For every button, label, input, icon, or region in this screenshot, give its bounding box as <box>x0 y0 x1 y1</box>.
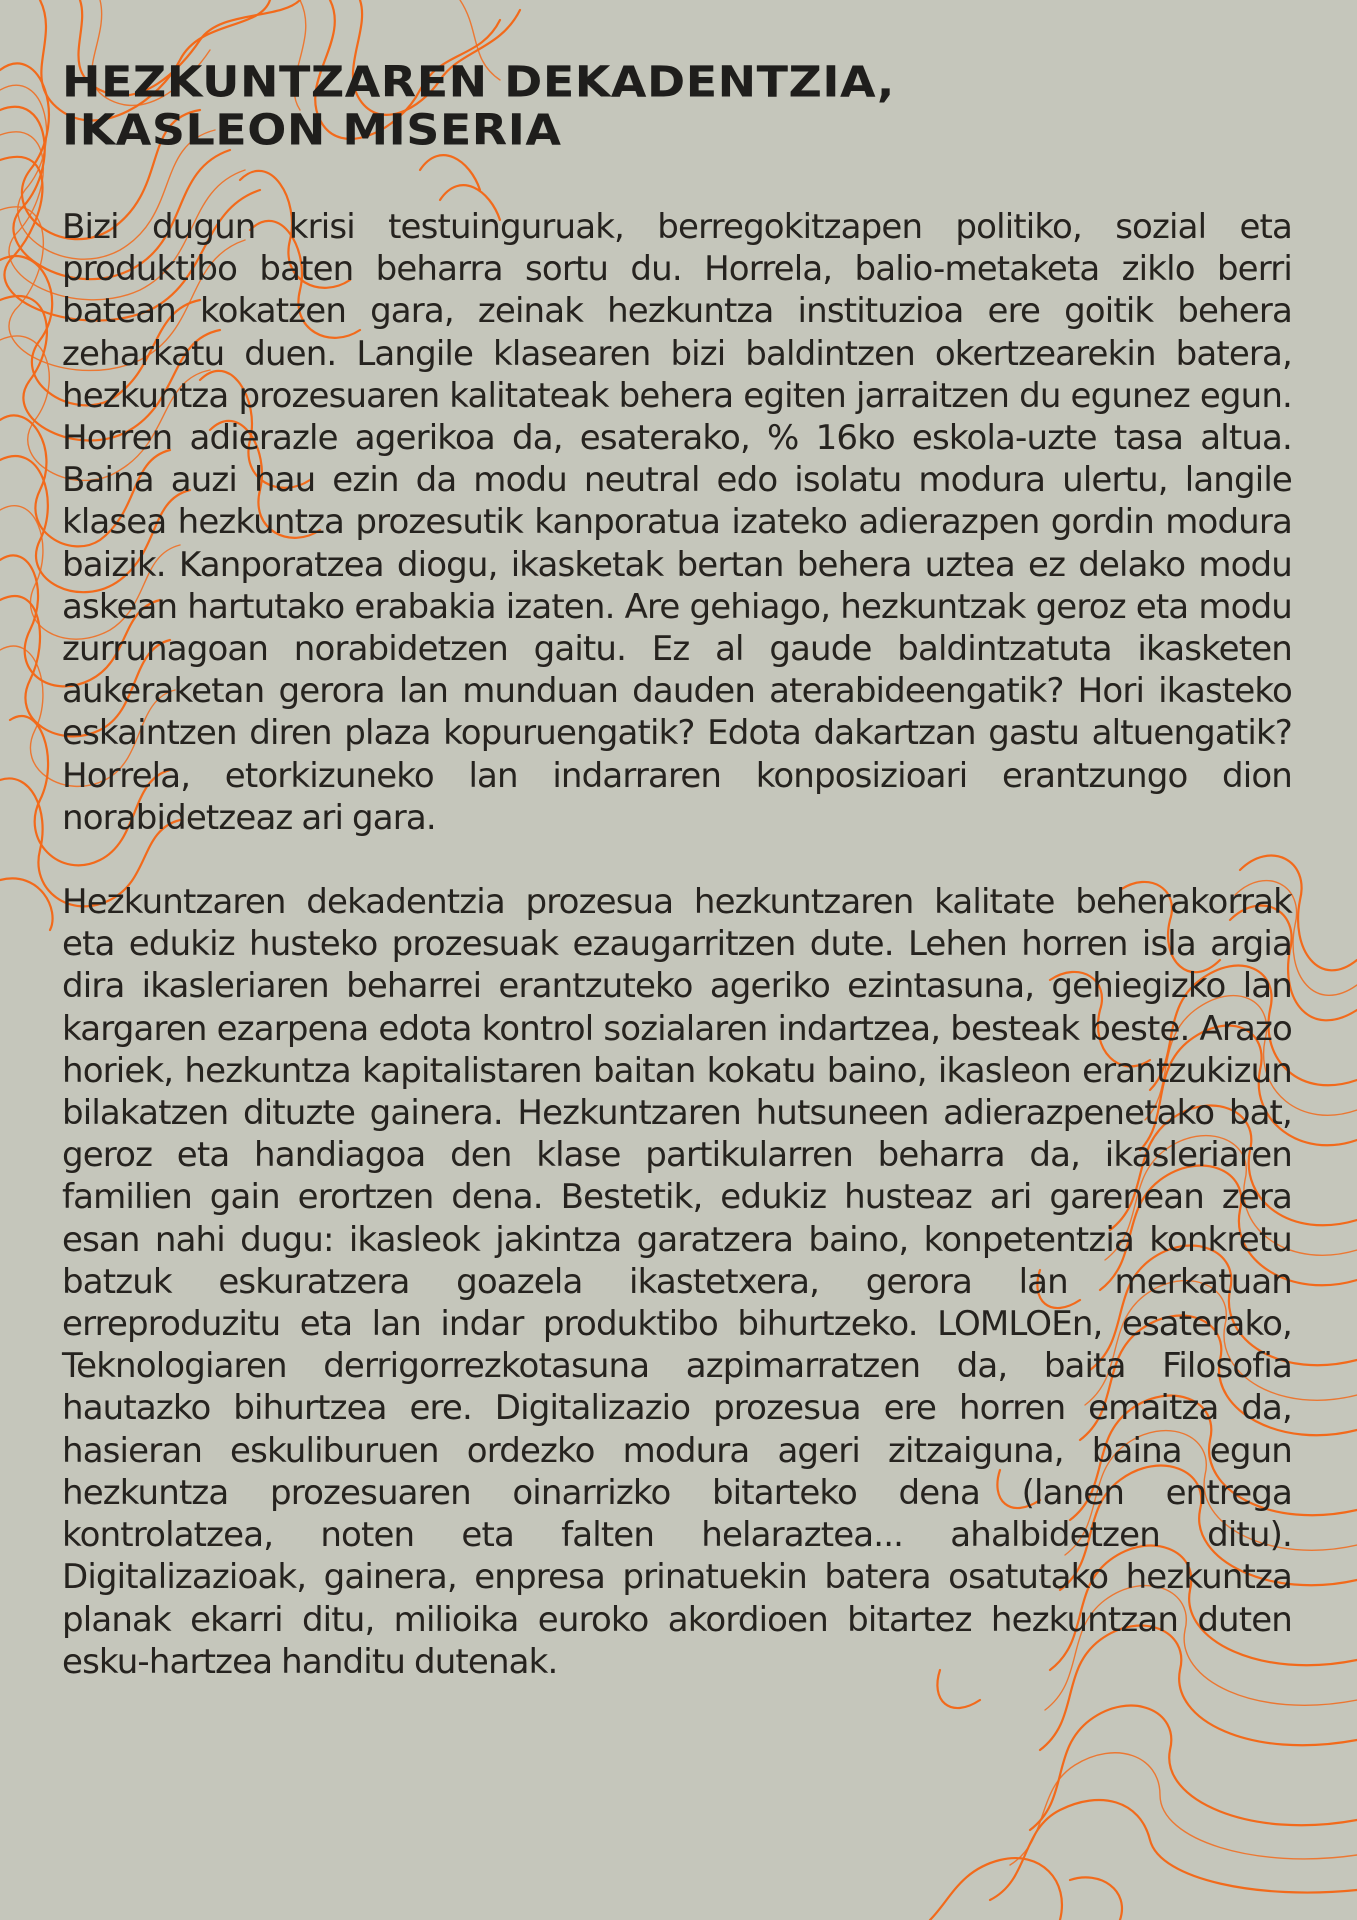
title-line-1: HEZKUNTZAREN DEKADENTZIA, <box>62 57 895 107</box>
title-line-2: IKASLEON MISERIA <box>62 104 562 155</box>
paragraph-1: Bizi dugun krisi testuinguruak, berregokitzapen politiko, sozial eta produktibo baten beharra sortu du. Horrela, balio-metaketa ziklo berri batean kokatzen gara, zeinak hezkuntza instituzioa ere goitik behera zeharkatu duen. Langile klasearen bizi baldintzen okertzearekin batera, hezkuntza prozesuaren kalitateak behera egiten jarraitzen du egunez egun. Horren adierazle agerikoa da, esaterako, % 16ko eskola-uzte tasa altua. Baina auzi hau ezin da modu neutral edo isolatu modura ulertu, langile klasea hezkuntza prozesutik kanporatua izateko adierazpen gordin modura baizik. Kanporatzea diogu, ikasketak bertan behera uztea ez delako modu askean hartutako erabakia izaten. Are gehiago, hezkuntzak geroz eta modu zurrunagoan norabidetzen gaitu. Ez al gaude baldintzatuta ikasketen aukeraketan gerora lan munduan dauden aterabideengatik? Hori ikasteko eskaintzen diren plaza kopuruengatik? Edota dakartzan gastu altuengatik? Horrela, etorkizuneko lan indarraren konposizioari erantzungo dion norabidetzeaz ari gara. <box>62 207 1292 838</box>
page-title <box>62 58 1292 154</box>
paragraph-2: Hezkuntzaren dekadentzia prozesua hezkuntzaren kalitate beherakorrak eta edukiz husteko prozesuak ezaugarritzen dute. Lehen horren isla argia dira ikasleriaren beharrei erantzuteko ageriko ezintasuna, gehiegizko lan kargaren ezarpena edota kontrol sozialaren indartzea, besteak beste. Arazo horiek, hezkuntza kapitalistaren baitan kokatu baino, ikasleon erantzukizun bilakatzen dituzte gainera. Hezkuntzaren hutsuneen adierazpenetako bat, geroz eta handiagoa den klase partikularren beharra da, ikasleriaren familien gain erortzen dena. Bestetik, edukiz husteaz ari garenean zera esan nahi dugu: ikasleok jakintza garatzera baino, konpetentzia konkretu batzuk eskuratzera goazela ikastetxera, gerora lan merkatuan erreproduzitu eta lan indar produktibo bihurtzeko. LOMLOEn, esaterako, Teknologiaren derrigorrezkotasuna azpimarratzen da, baita Filosofia hautazko bihurtzea ere. Digitalizazio prozesua ere horren emaitza da, hasieran eskuliburuen ordezko modura ageri zitzaiguna, baina egun hezkuntza prozesuaren oinarrizko bitarteko dena (lanen entrega kontrolatzea, noten eta falten helaraztea... ahalbidetzen ditu). Digitalizazioak, gainera, enpresa prinatuekin batera osatutako hezkuntza planak ekarri ditu, milioika euroko akordioen bitartez hezkuntzan duten esku-hartzea handitu dutenak. <box>62 882 1292 1682</box>
document-page <box>62 58 1292 1683</box>
